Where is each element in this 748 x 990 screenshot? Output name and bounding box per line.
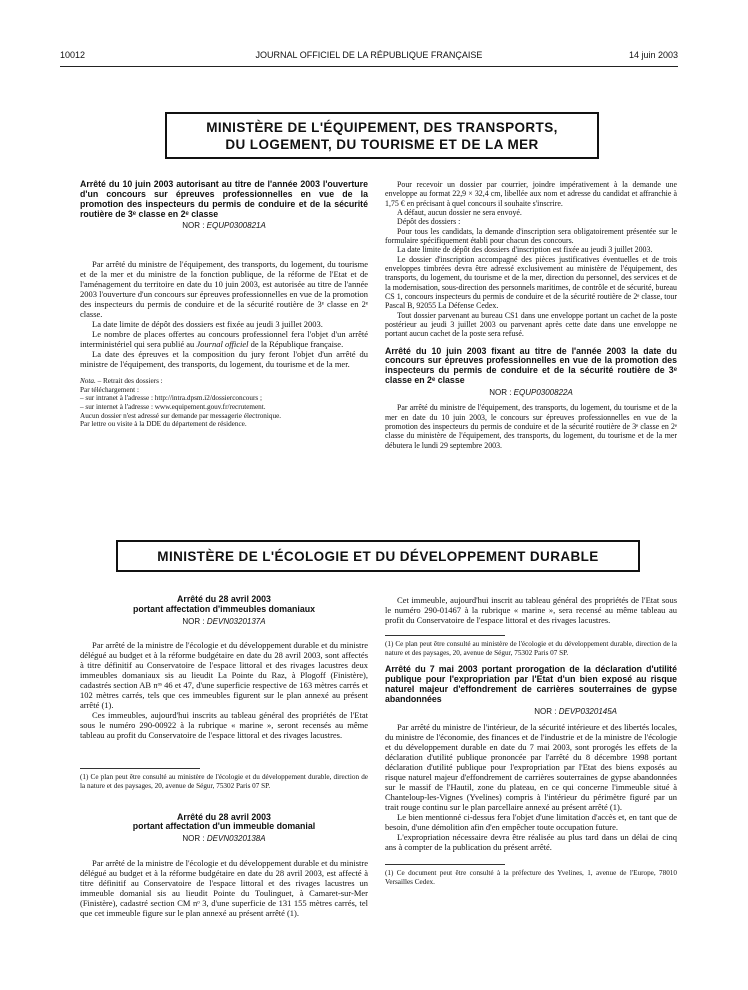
decree-paragraph: L'expropriation nécessaire devra être réalisée au plus tard dans un délai de cinq ans à compter de la publication du présent arrêté. bbox=[385, 832, 677, 853]
ministry-heading-line: DU LOGEMENT, DU TOURISME ET DE LA MER bbox=[225, 137, 539, 152]
decree-subtitle: portant affectation d'immeubles domaniaux bbox=[133, 603, 315, 614]
nor-label: NOR : bbox=[534, 706, 557, 716]
journal-title: JOURNAL OFFICIEL DE LA RÉPUBLIQUE FRANÇAISE bbox=[255, 50, 483, 60]
nor-code: DEVN0320138A bbox=[206, 834, 266, 844]
decree-paragraph: Le bien mentionné ci-dessus fera l'objet d'une limitation d'accès et, en tant que de besoin, d'une démolition afin d'en empêcher toute occupation future. bbox=[385, 812, 677, 833]
footnote bbox=[80, 773, 368, 790]
decree-paragraph: Pour tous les candidats, la demande d'inscription sera obligatoirement présentée sur le formulaire spécifiquement établi pour chacun des concours. bbox=[385, 226, 677, 245]
nota-line: Aucun dossier n'est adressé sur demande par messagerie électronique. bbox=[80, 411, 282, 420]
decree-paragraph: Le dossier d'inscription accompagné des pièces justificatives éventuelles et de trois enveloppes timbrées devra être adressé exclusivement au ministère de l'équipement, des transports, du logement, du tourisme et de la mer, direction du personnel, des services et de la modernisation, sous-direction des personnels maritimes, de contrôle et de sécurité, bureau CS 1, concours inspecteurs du permis de conduire et de la sécurité routière de 2ᵉ classe, tour Pascal B, 92055 La Défense Cedex. bbox=[385, 254, 677, 311]
decree-paragraph: La date limite de dépôt des dossiers est fixée au jeudi 3 juillet 2003. bbox=[92, 318, 323, 329]
nota-label: Nota. bbox=[80, 376, 96, 385]
footnote-text: (1) Ce plan peut être consulté au ministère de l'écologie et du développement durable, direction de la nature et des paysages, 20, avenue de Ségur, 75302 Paris 07 SP. bbox=[385, 640, 677, 657]
decree-title: Arrêté du 28 avril 2003 bbox=[177, 811, 271, 822]
decree-paragraph: Par arrêté du ministre de l'intérieur, de la sécurité intérieure et des libertés locales, du ministre de l'économie, des finances et de l'industrie et de la ministre de l'écologie et du développement durable en date du 7 mai 2003, sont prorogés les effets de la déclaration d'utilité publique prononcée par l'arrêté du 8 décembre 1998 portant déclaration d'utilité publique pour l'expropriation par l'Etat des biens exposés au risque naturel majeur d'effondrement de carrières souterraines de gypse abandonnées sur le massif de l'Hautil, zone du plateau, en ce qui concerne l'immeuble situé à Chanteloup-les-Vignes (Yvelines) compris à l'intérieur du périmètre figuré par un trait rouge continu sur le plan parcellaire annexé au présent arrêté (1). bbox=[385, 722, 677, 813]
column-left-equipement bbox=[80, 180, 368, 429]
nor-label: NOR : bbox=[489, 387, 512, 397]
nor-code: DEVP0320145A bbox=[558, 706, 617, 716]
nor-code: EQUP0300822A bbox=[513, 387, 573, 397]
decree-paragraph bbox=[80, 329, 368, 349]
nota-line: – sur internet à l'adresse : www.equipement.gouv.fr/recrutement. bbox=[80, 402, 266, 411]
decree-title: Arrêté du 7 mai 2003 portant prorogation de la déclaration d'utilité publique pour l'expropriation par l'Etat d'un bien exposé au risque naturel majeur d'effondrement de carrières souterraines de gypse abandonnées bbox=[385, 664, 677, 704]
ministry-heading-line: MINISTÈRE DE L'ÉQUIPEMENT, DES TRANSPORTS, bbox=[206, 120, 558, 135]
decree-paragraph: A défaut, aucun dossier ne sera envoyé. bbox=[397, 207, 522, 217]
decree-paragraph: Par arrêté du ministre de l'équipement, des transports, du logement, du tourisme et de la mer en date du 10 juin 2003, le concours sur épreuves professionnelles en vue de la promotion des inspecteurs du permis de conduire et de la sécurité routière de 3ᵉ classe en 2ᵉ classe du ministère de l'équipement, des transports, du logement, du tourisme et de la mer débutera le lundi 29 septembre 2003. bbox=[385, 403, 677, 450]
text-span: Le nombre de places offertes au concours professionnel fera l'objet d'un arrêté interministériel qui sera publié au bbox=[80, 328, 368, 349]
ministry-heading-equipement bbox=[165, 112, 599, 159]
decree-title: Arrêté du 10 juin 2003 autorisant au titre de l'année 2003 l'ouverture d'un concours sur épreuves professionnelles en vue de la promotion des inspecteurs du permis de conduire et de la sécurité routière de 3ᵉ classe en 2ᵉ classe bbox=[80, 179, 368, 219]
header-rule bbox=[60, 66, 678, 67]
issue-date: 14 juin 2003 bbox=[628, 50, 678, 60]
nota-line: – sur intranet à l'adresse : http://intra.dpsm.i2/dossierconcours ; bbox=[80, 394, 262, 403]
footnote bbox=[385, 640, 677, 657]
column-right-equipement bbox=[385, 180, 677, 450]
decree-title: Arrêté du 28 avril 2003 bbox=[177, 594, 271, 604]
nota-line: Par téléchargement : bbox=[80, 385, 139, 394]
decree-paragraph: La date limite de dépôt des dossiers d'inscription est fixée au jeudi 3 juillet 2003. bbox=[397, 245, 653, 255]
nor-label: NOR : bbox=[182, 221, 205, 231]
nor-reference bbox=[80, 221, 368, 230]
decree-paragraph: La date des épreuves et la composition du jury feront l'objet d'un arrêté du ministre de l'équipement, des transports, du logement, du tourisme et de la mer. bbox=[80, 348, 368, 369]
nor-reference bbox=[385, 388, 677, 397]
column-right-ecologie bbox=[385, 595, 677, 887]
nota-block bbox=[80, 377, 368, 429]
running-header bbox=[60, 50, 678, 64]
ministry-heading-ecologie bbox=[116, 540, 640, 572]
decree-paragraph: Cet immeuble, aujourd'hui inscrit au tableau général des propriétés de l'Etat sous le numéro 290-01467 à la rubrique « marine », sera recensé au même tableau au profit du Conservatoire de l'espace littoral et des rivages lacustres. bbox=[385, 595, 677, 626]
footnote-rule bbox=[385, 635, 505, 636]
column-left-ecologie bbox=[80, 595, 368, 918]
nor-reference bbox=[80, 834, 368, 843]
footnote bbox=[385, 869, 677, 886]
nota-line: Par lettre ou visite à la DDE du département de résidence. bbox=[80, 420, 247, 429]
nota-head: – Retrait des dossiers : bbox=[95, 376, 163, 385]
nor-code: EQUP0300821A bbox=[206, 221, 266, 231]
ministry-heading-line: MINISTÈRE DE L'ÉCOLOGIE ET DU DÉVELOPPEMENT DURABLE bbox=[157, 549, 599, 564]
decree-paragraph: Tout dossier parvenant au bureau CS1 dans une enveloppe portant un cachet de la poste postérieur au jeudi 3 juillet 2003 ou parvenant après cette date dans une enveloppe ne portant aucun cachet de la poste sera refusé. bbox=[385, 310, 677, 339]
footnote-text: (1) Ce document peut être consulté à la préfecture des Yvelines, 1, avenue de l'Europe, 78010 Versailles Cedex. bbox=[385, 869, 677, 886]
nota-line bbox=[80, 377, 368, 386]
nor-label: NOR : bbox=[182, 834, 205, 844]
decree-paragraph: Pour recevoir un dossier par courrier, joindre impérativement à la demande une enveloppe au format 22,9 × 32,4 cm, libellée aux nom et adresse du candidat et affranchie à 1,75 € en précisant à quel concours il souhaite s'inscrire. bbox=[385, 180, 677, 208]
decree-paragraph: Par arrêté de la ministre de l'écologie et du développement durable et du ministre délégué au budget et à la réforme budgétaire en date du 28 avril 2003, sont affectés à titre définitif au Conservatoire de l'espace littoral et des rivages lacustres deux immeubles domaniaux sis au lieudit La Pointe du Raz, à Plogoff (Finistère), cadastrés section AB nᵒˢ 46 et 47, d'une superficie respective de 163 mètres carrés et 102 mètres carrés, tels que ces immeubles figurent sur le plan annexé au présent arrêté (1). bbox=[80, 640, 368, 711]
nor-reference bbox=[80, 617, 368, 626]
text-span: de la République française. bbox=[248, 338, 344, 349]
decree-title: Arrêté du 10 juin 2003 fixant au titre de l'année 2003 la date du concours sur épreuves professionnelles en vue de la promotion des inspecteurs du permis de conduire et de la sécurité routière de 3ᵉ classe en 2ᵉ classe bbox=[385, 345, 677, 386]
decree-paragraph: Par arrêté du ministre de l'équipement, des transports, du logement, du tourisme et de la mer et du ministre de la fonction publique, de la réforme de l'Etat et de l'aménagement du territoire en date du 10 juin 2003, est autorisée au titre de l'année 2003 l'ouverture d'un concours sur épreuves professionnelles en vue de la promotion des inspecteurs du permis de conduire et de la sécurité routière de 3ᵉ classe en 2ᵉ classe. bbox=[80, 258, 368, 319]
decree-paragraph: Par arrêté de la ministre de l'écologie et du développement durable et du ministre délégué au budget et à la réforme budgétaire en date du 28 avril 2003, est affecté à titre définitif au Conservatoire de l'espace littoral et des rivages lacustres un immeuble domanial sis au lieudit Pointe du Toulinguet, à Camaret-sur-Mer (Finistère), cadastré section CM nᵒ 3, d'une superficie de 131 155 mètres carrés, tel que cet immeuble figure sur le plan annexé au présent arrêté (1). bbox=[80, 857, 368, 918]
footnote-rule bbox=[80, 768, 200, 769]
journal-officiel-italic: Journal officiel bbox=[196, 338, 249, 349]
decree-paragraph: Dépôt des dossiers : bbox=[397, 217, 461, 227]
decree-subtitle: portant affectation d'un immeuble domanial bbox=[132, 821, 316, 832]
nor-reference bbox=[385, 707, 677, 716]
decree-paragraph: Ces immeubles, aujourd'hui inscrits au tableau général des propriétés de l'Etat sous le numéro 290-00922 à la rubrique « marine », seront recensés au même tableau au profit du Conservatoire de l'espace littoral et des rivages lacustres. bbox=[80, 710, 368, 741]
footnote-rule bbox=[385, 864, 505, 865]
nor-label: NOR : bbox=[182, 616, 205, 626]
footnote-text: (1) Ce plan peut être consulté au ministère de l'écologie et du développement durable, direction de la nature et des paysages, 20, avenue de Ségur, 75302 Paris 07 SP. bbox=[80, 773, 368, 790]
page-number: 10012 bbox=[60, 50, 86, 60]
nor-code: DEVN0320137A bbox=[206, 616, 266, 626]
